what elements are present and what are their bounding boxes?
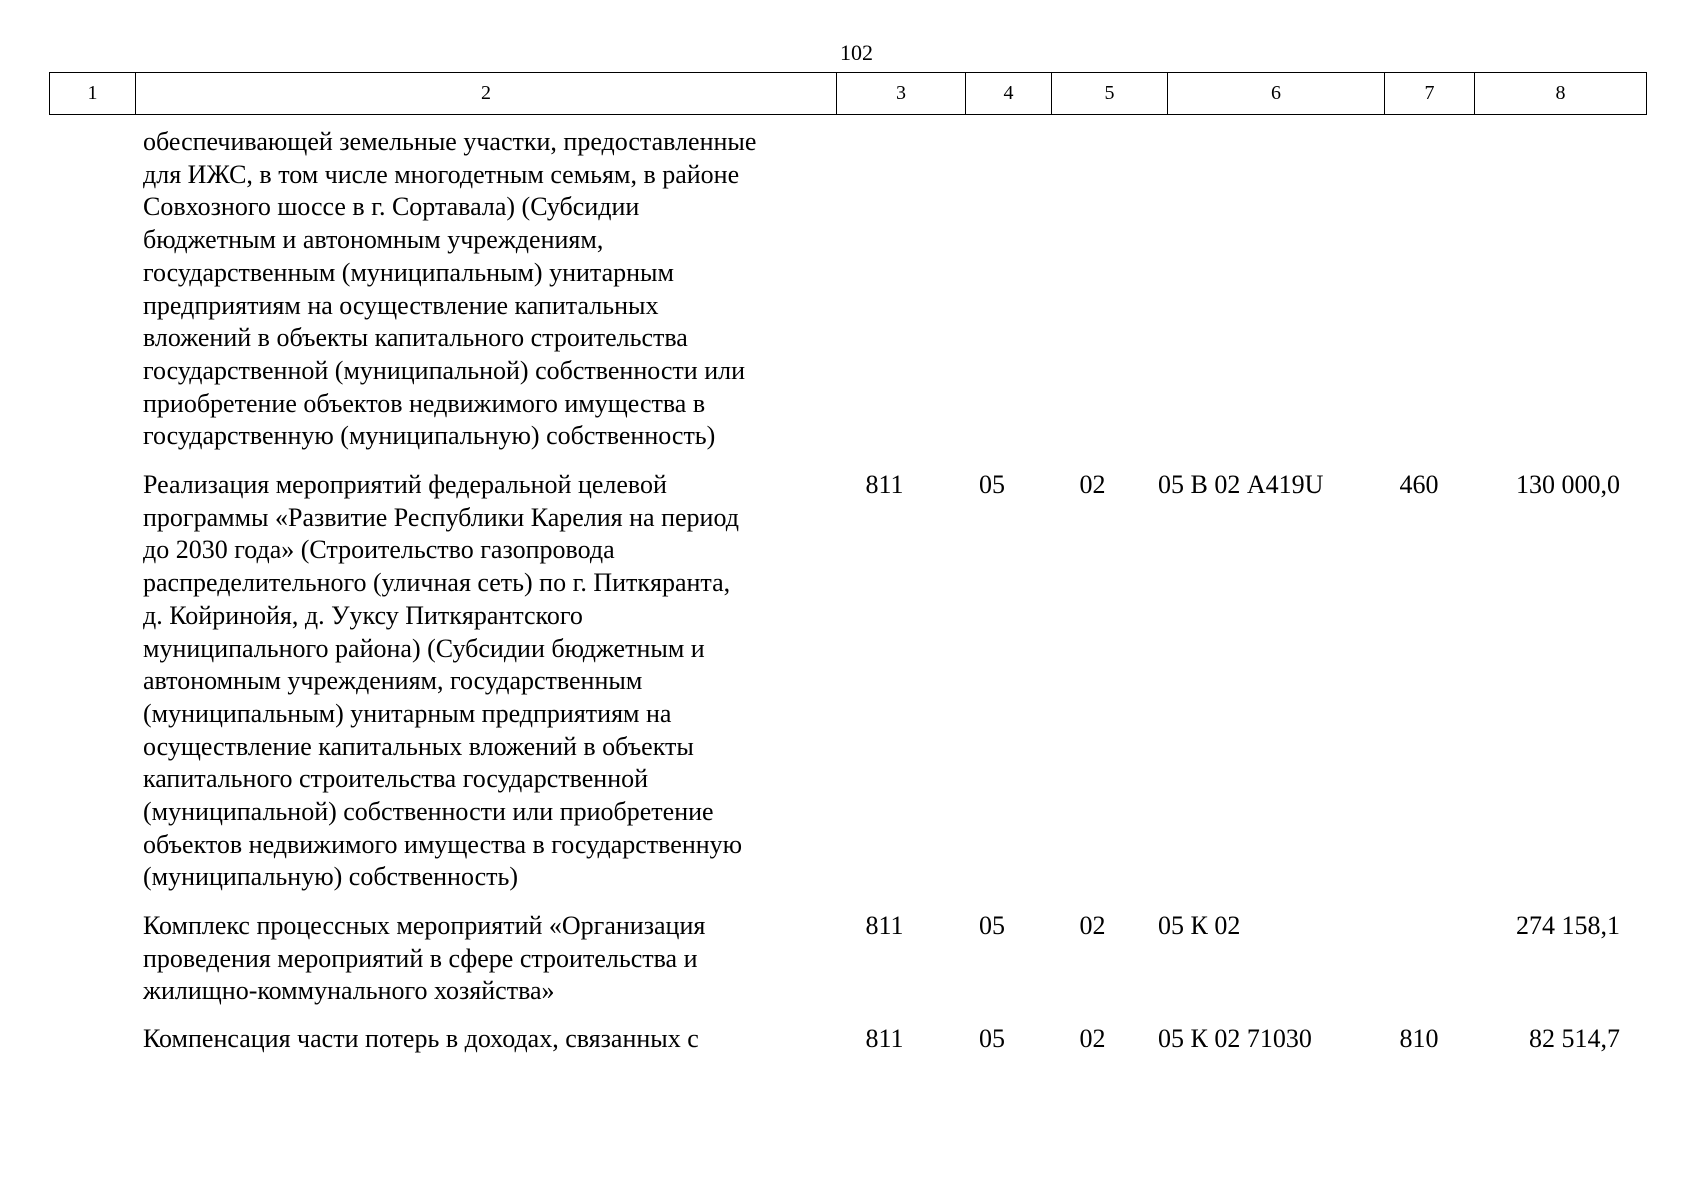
table-row bbox=[49, 469, 1642, 899]
header-cell-4: 4 bbox=[966, 73, 1052, 115]
cell-col-7: 460 bbox=[1399, 470, 1439, 499]
cell-col-5: 02 bbox=[1079, 470, 1106, 499]
table-row bbox=[49, 910, 1642, 1011]
cell-col-4: 05 bbox=[979, 1024, 1005, 1053]
cell-col-8: 274 158,1 bbox=[1516, 911, 1620, 940]
header-cell-6: 6 bbox=[1168, 73, 1385, 115]
cell-col-6: 05 К 02 71030 bbox=[1158, 1024, 1312, 1053]
row-description: Реализация мероприятий федеральной целевой программы «Развитие Республики Карелия на период до 2030 года» (Строительство газопровода распределительного (уличная сеть) по г. Питкяранта, д. Койринойя, д. Ууксу Питкярантского муниципального района) (Субсидии бюджетным и автономным учреждениям, государственным (муниципальным) унитарным предприятиям на осуществление капитальных вложений в объекты капитального строительства государственной (муниципальной) собственности или приобретение объектов недвижимого имущества в государственную (муниципальную) собственность) bbox=[143, 470, 743, 892]
table-row bbox=[49, 126, 1642, 456]
cell-col-8: 82 514,7 bbox=[1529, 1024, 1620, 1053]
header-cell-5: 5 bbox=[1052, 73, 1168, 115]
cell-col-3: 811 bbox=[865, 1024, 904, 1053]
table-body bbox=[49, 126, 1642, 1063]
row-description: Комплекс процессных мероприятий «Организация проведения мероприятий в сфере строительства и жилищно-коммунального хозяйства» bbox=[143, 911, 706, 1006]
header-cell-8: 8 bbox=[1475, 73, 1647, 115]
cell-col-5: 02 bbox=[1079, 911, 1106, 940]
cell-col-3 bbox=[820, 126, 949, 456]
header-cell-1: 1 bbox=[50, 73, 136, 115]
cell-col-8: 130 000,0 bbox=[1516, 470, 1620, 499]
cell-col-4: 05 bbox=[979, 911, 1005, 940]
header-cell-7: 7 bbox=[1385, 73, 1475, 115]
cell-col-3: 811 bbox=[865, 911, 904, 940]
cell-col-3: 811 bbox=[865, 470, 904, 499]
page-number: 102 bbox=[840, 40, 873, 65]
cell-col-1 bbox=[49, 126, 135, 456]
cell-col-1 bbox=[49, 1023, 135, 1063]
cell-col-6: 05 К 02 bbox=[1158, 911, 1241, 940]
cell-col-5: 02 bbox=[1079, 1024, 1106, 1053]
cell-col-7 bbox=[1374, 126, 1464, 456]
cell-col-6 bbox=[1150, 126, 1374, 456]
row-description: обеспечивающей земельные участки, предоставленные для ИЖС, в том числе многодетным семьям, в районе Совхозного шоссе в г. Сортавала) (Субсидии бюджетным и автономным учреждениям, государственным (муниципальным) унитарным предприятиям на осуществление капитальных вложений в объекты капитального строительства государственной (муниципальной) собственности или приобретение объектов недвижимого имущества в государственную (муниципальную) собственность) bbox=[143, 127, 757, 451]
header-row bbox=[50, 73, 1647, 115]
header-cell-3: 3 bbox=[837, 73, 966, 115]
table-header bbox=[49, 72, 1647, 115]
cell-col-7 bbox=[1374, 910, 1464, 1011]
cell-col-7: 810 bbox=[1399, 1024, 1439, 1053]
table-row bbox=[49, 1023, 1642, 1063]
row-description: Компенсация части потерь в доходах, связанных с bbox=[143, 1024, 699, 1053]
cell-col-1 bbox=[49, 469, 135, 899]
cell-col-1 bbox=[49, 910, 135, 1011]
cell-col-4 bbox=[949, 126, 1035, 456]
cell-col-8 bbox=[1464, 126, 1628, 456]
cell-col-4: 05 bbox=[979, 470, 1005, 499]
cell-col-5 bbox=[1035, 126, 1150, 456]
cell-col-6: 05 В 02 А419U bbox=[1158, 470, 1324, 499]
header-cell-2: 2 bbox=[136, 73, 837, 115]
